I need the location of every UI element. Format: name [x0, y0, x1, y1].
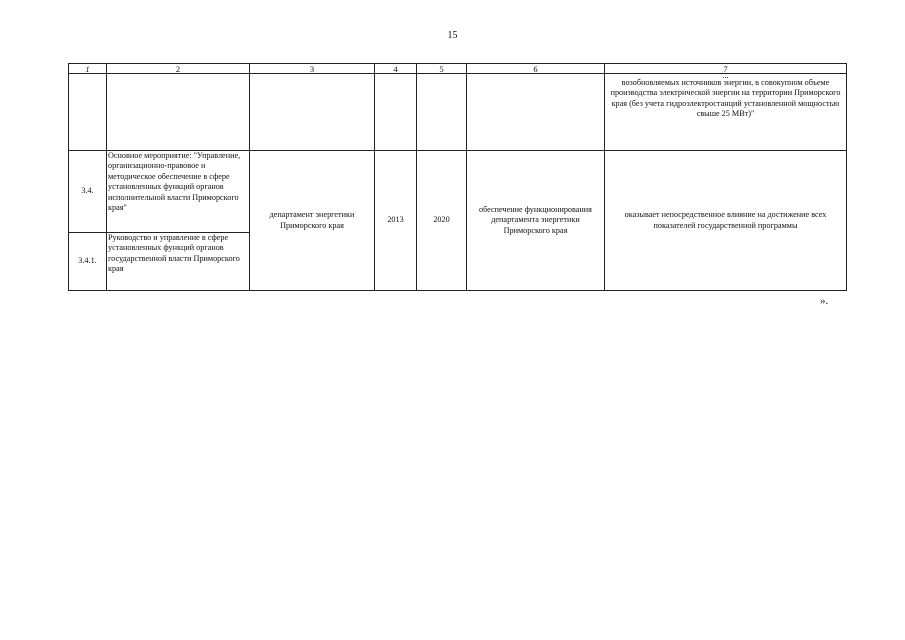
- measure-name: Руководство и управление в сфере установленных функций органов государственной власти Приморского края: [107, 233, 250, 291]
- end-year-cell: 2020: [417, 151, 467, 291]
- cell-empty: [69, 74, 107, 151]
- program-table: [68, 63, 847, 291]
- closing-quote-mark: ».: [820, 295, 829, 307]
- column-header-5: 5: [417, 64, 467, 74]
- row-number: 3.4.1.: [69, 233, 107, 291]
- measure-name: Основное мероприятие: "Управление, организационно-правовое и методическое обеспечение в сфере установленных функций органов исполнительной власти Приморского края": [107, 151, 250, 233]
- start-year-cell: 2013: [375, 151, 417, 291]
- row-number: 3.4.: [69, 151, 107, 233]
- table-row: [69, 151, 847, 233]
- column-header-2: 2: [107, 64, 250, 74]
- column-header-6: 6: [467, 64, 605, 74]
- cut-off-text-fragment: ...: [722, 71, 729, 80]
- cell-empty: [107, 74, 250, 151]
- cell-empty: [417, 74, 467, 151]
- column-header-7: 7: [605, 64, 847, 74]
- column-header-1: 1: [69, 64, 107, 74]
- cell-empty: [375, 74, 417, 151]
- column-header-3: 3: [250, 64, 375, 74]
- continuation-row: [69, 74, 847, 151]
- column-number-row: [69, 64, 847, 74]
- page-number: 15: [447, 30, 458, 41]
- result-cell: обеспечение функционирования департамента энергетики Приморского края: [467, 151, 605, 291]
- continuation-text: возобновляемых источников энергии, в совокупном объеме производства электрической энергии на территории Приморского края (без учета гидроэлектростанций установленной мощностью свыше 25 МВт)": [610, 78, 841, 119]
- column-header-4: 4: [375, 64, 417, 74]
- executor-cell: департамент энергетики Приморского края: [250, 151, 375, 291]
- relation-cell: оказывает непосредственное влияние на достижение всех показателей государственной программы: [605, 151, 847, 291]
- continuation-text-cell: [605, 71, 847, 151]
- cell-empty: [467, 74, 605, 151]
- cell-empty: [250, 74, 375, 151]
